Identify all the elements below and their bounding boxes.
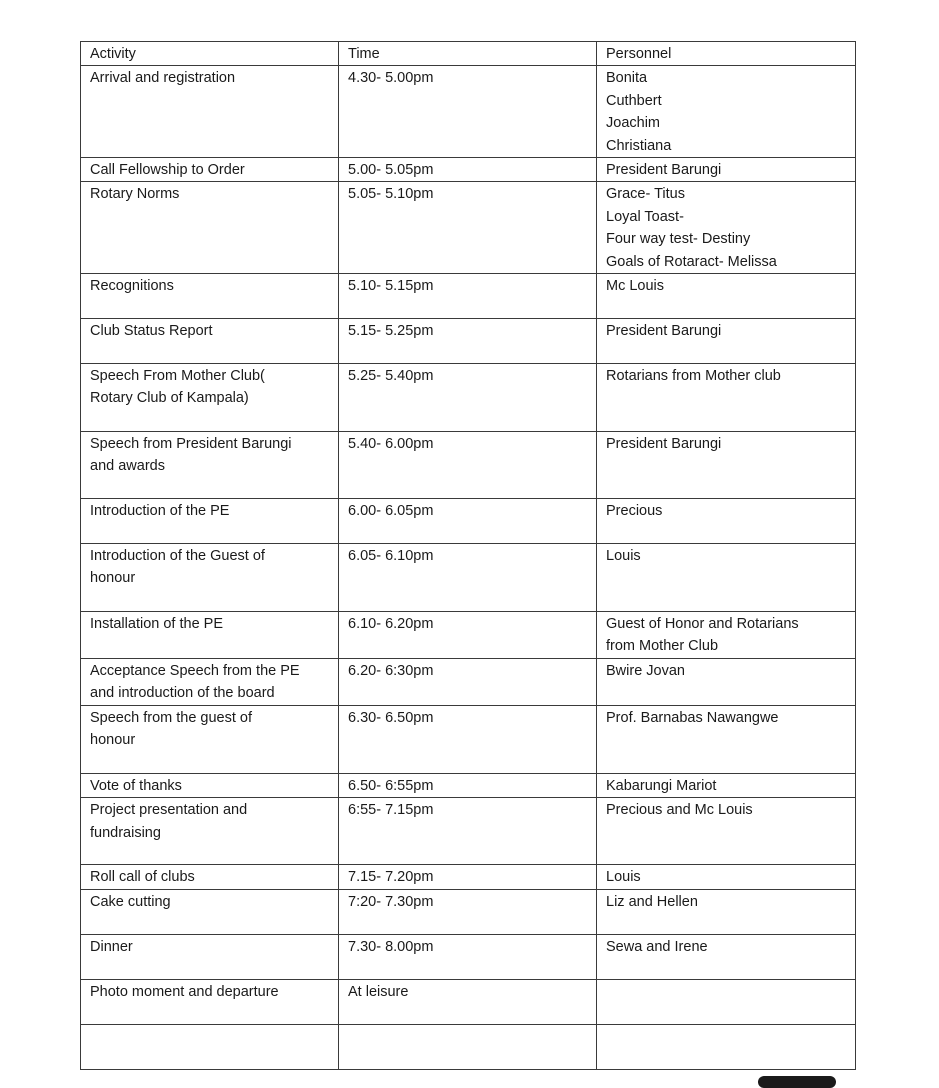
table-row bbox=[81, 544, 856, 612]
table-row bbox=[81, 364, 856, 432]
schedule-body bbox=[81, 42, 856, 1070]
time-cell bbox=[339, 274, 597, 319]
activity-cell bbox=[81, 798, 339, 865]
personnel-text: Bonita bbox=[606, 70, 648, 87]
personnel-cell bbox=[597, 612, 856, 659]
personnel-text: Precious bbox=[606, 503, 663, 520]
table-row bbox=[81, 612, 856, 659]
time-text: 6:55- 7.15pm bbox=[348, 802, 434, 819]
personnel-text: Cuthbert bbox=[606, 92, 662, 109]
time-text: 5.05- 5.10pm bbox=[348, 186, 434, 203]
personnel-cell bbox=[597, 1024, 856, 1069]
time-text: 4.30- 5.00pm bbox=[348, 70, 434, 87]
personnel-text: Sewa and Irene bbox=[606, 938, 708, 955]
activity-text: Club Status Report bbox=[90, 323, 213, 340]
activity-cell bbox=[81, 934, 339, 979]
personnel-cell bbox=[597, 544, 856, 612]
activity-cell bbox=[81, 1024, 339, 1069]
time-cell bbox=[339, 934, 597, 979]
activity-text: fundraising bbox=[90, 824, 161, 841]
personnel-cell bbox=[597, 66, 856, 158]
activity-text: honour bbox=[90, 570, 136, 587]
activity-text: Acceptance Speech from the PE bbox=[90, 662, 300, 679]
time-cell bbox=[339, 319, 597, 364]
activity-text: Installation of the PE bbox=[90, 616, 223, 633]
personnel-text: President Barungi bbox=[606, 323, 722, 340]
table-row bbox=[81, 865, 856, 889]
activity-text: Project presentation and bbox=[90, 802, 248, 819]
activity-cell bbox=[81, 66, 339, 158]
activity-cell bbox=[81, 364, 339, 432]
activity-cell bbox=[81, 658, 339, 705]
personnel-cell bbox=[597, 364, 856, 432]
personnel-text: Christiana bbox=[606, 137, 672, 154]
table-row bbox=[81, 889, 856, 934]
schedule-table bbox=[80, 41, 856, 1070]
personnel-cell bbox=[597, 658, 856, 705]
header-row bbox=[81, 42, 856, 66]
header-activity-label: Activity bbox=[90, 46, 136, 62]
time-text: 5.40- 6.00pm bbox=[348, 436, 434, 453]
time-text: 6.30- 6.50pm bbox=[348, 709, 434, 726]
activity-cell bbox=[81, 979, 339, 1024]
time-cell bbox=[339, 66, 597, 158]
time-cell bbox=[339, 432, 597, 499]
activity-text: Introduction of the Guest of bbox=[90, 548, 265, 565]
activity-text: and awards bbox=[90, 458, 165, 475]
time-text: 5.25- 5.40pm bbox=[348, 368, 434, 385]
time-cell bbox=[339, 158, 597, 182]
personnel-cell bbox=[597, 319, 856, 364]
time-cell bbox=[339, 1024, 597, 1069]
time-cell bbox=[339, 889, 597, 934]
activity-cell bbox=[81, 182, 339, 274]
activity-text: Speech from President Barungi bbox=[90, 436, 292, 453]
time-text: 7:20- 7.30pm bbox=[348, 893, 434, 910]
time-cell bbox=[339, 499, 597, 544]
time-text: 6.50- 6:55pm bbox=[348, 777, 434, 794]
time-cell bbox=[339, 612, 597, 659]
personnel-text: Kabarungi Mariot bbox=[606, 777, 717, 794]
personnel-text: Joachim bbox=[606, 115, 660, 132]
personnel-text: Liz and Hellen bbox=[606, 893, 698, 910]
table-row bbox=[81, 773, 856, 797]
table-row bbox=[81, 319, 856, 364]
activity-text: Vote of thanks bbox=[90, 777, 182, 794]
activity-text: Dinner bbox=[90, 938, 133, 955]
personnel-text: Grace- Titus bbox=[606, 186, 685, 203]
personnel-cell bbox=[597, 499, 856, 544]
personnel-cell bbox=[597, 705, 856, 773]
personnel-text: Louis bbox=[606, 869, 641, 886]
table-row bbox=[81, 798, 856, 865]
table-row bbox=[81, 705, 856, 773]
header-activity bbox=[81, 42, 339, 66]
activity-text: Rotary Club of Kampala) bbox=[90, 390, 249, 407]
activity-cell bbox=[81, 319, 339, 364]
time-text: 7.30- 8.00pm bbox=[348, 938, 434, 955]
table-row bbox=[81, 182, 856, 274]
activity-cell bbox=[81, 705, 339, 773]
activity-cell bbox=[81, 865, 339, 889]
time-cell bbox=[339, 773, 597, 797]
time-text: 5.00- 5.05pm bbox=[348, 162, 434, 179]
activity-text: Call Fellowship to Order bbox=[90, 162, 245, 179]
table-row bbox=[81, 979, 856, 1024]
time-cell bbox=[339, 798, 597, 865]
activity-cell bbox=[81, 432, 339, 499]
activity-cell bbox=[81, 544, 339, 612]
time-cell bbox=[339, 979, 597, 1024]
personnel-cell bbox=[597, 865, 856, 889]
activity-text: Speech From Mother Club( bbox=[90, 368, 265, 385]
time-text: 6.10- 6.20pm bbox=[348, 616, 434, 633]
personnel-cell bbox=[597, 432, 856, 499]
time-cell bbox=[339, 705, 597, 773]
activity-text: Rotary Norms bbox=[90, 186, 180, 203]
table-row bbox=[81, 499, 856, 544]
header-time bbox=[339, 42, 597, 66]
personnel-text: Goals of Rotaract- Melissa bbox=[606, 253, 777, 270]
activity-cell bbox=[81, 773, 339, 797]
personnel-text: Louis bbox=[606, 548, 641, 565]
activity-cell bbox=[81, 612, 339, 659]
personnel-cell bbox=[597, 182, 856, 274]
personnel-text: Precious and Mc Louis bbox=[606, 802, 753, 819]
time-text: 5.15- 5.25pm bbox=[348, 323, 434, 340]
activity-text: Recognitions bbox=[90, 278, 174, 295]
personnel-text: Guest of Honor and Rotarians bbox=[606, 616, 799, 633]
personnel-text: President Barungi bbox=[606, 162, 722, 179]
activity-cell bbox=[81, 889, 339, 934]
table-row bbox=[81, 274, 856, 319]
table-row bbox=[81, 158, 856, 182]
time-cell bbox=[339, 544, 597, 612]
time-cell bbox=[339, 658, 597, 705]
time-text: 6.20- 6:30pm bbox=[348, 662, 434, 679]
table-row bbox=[81, 1024, 856, 1069]
time-cell bbox=[339, 364, 597, 432]
personnel-text: Mc Louis bbox=[606, 278, 665, 295]
personnel-cell bbox=[597, 798, 856, 865]
activity-text: Speech from the guest of bbox=[90, 709, 253, 726]
personnel-text: President Barungi bbox=[606, 436, 722, 453]
personnel-cell bbox=[597, 934, 856, 979]
table-row bbox=[81, 432, 856, 499]
time-text: 6.05- 6.10pm bbox=[348, 548, 434, 565]
activity-text: and introduction of the board bbox=[90, 685, 275, 702]
personnel-text: from Mother Club bbox=[606, 638, 719, 655]
personnel-cell bbox=[597, 158, 856, 182]
table-row bbox=[81, 66, 856, 158]
personnel-cell bbox=[597, 889, 856, 934]
time-text: 6.00- 6.05pm bbox=[348, 503, 434, 520]
personnel-text: Loyal Toast- bbox=[606, 208, 684, 225]
time-text: At leisure bbox=[348, 983, 409, 1000]
activity-text: Cake cutting bbox=[90, 893, 171, 910]
activity-cell bbox=[81, 274, 339, 319]
table-row bbox=[81, 934, 856, 979]
activity-text: Arrival and registration bbox=[90, 70, 236, 87]
activity-text: Photo moment and departure bbox=[90, 983, 279, 1000]
personnel-cell bbox=[597, 773, 856, 797]
time-text: 5.10- 5.15pm bbox=[348, 278, 434, 295]
personnel-cell bbox=[597, 979, 856, 1024]
activity-cell bbox=[81, 158, 339, 182]
personnel-text: Bwire Jovan bbox=[606, 662, 685, 679]
activity-cell bbox=[81, 499, 339, 544]
time-text: 7.15- 7.20pm bbox=[348, 869, 434, 886]
personnel-cell bbox=[597, 274, 856, 319]
activity-text: Roll call of clubs bbox=[90, 869, 195, 886]
activity-text: honour bbox=[90, 732, 136, 749]
header-personnel bbox=[597, 42, 856, 66]
time-cell bbox=[339, 865, 597, 889]
header-personnel-label: Personnel bbox=[606, 46, 672, 62]
home-indicator-bar bbox=[758, 1076, 836, 1088]
personnel-text: Prof. Barnabas Nawangwe bbox=[606, 709, 779, 726]
personnel-text: Four way test- Destiny bbox=[606, 231, 751, 248]
header-time-label: Time bbox=[348, 46, 380, 62]
time-cell bbox=[339, 182, 597, 274]
table-row bbox=[81, 658, 856, 705]
personnel-text: Rotarians from Mother club bbox=[606, 368, 781, 385]
activity-text: Introduction of the PE bbox=[90, 503, 230, 520]
